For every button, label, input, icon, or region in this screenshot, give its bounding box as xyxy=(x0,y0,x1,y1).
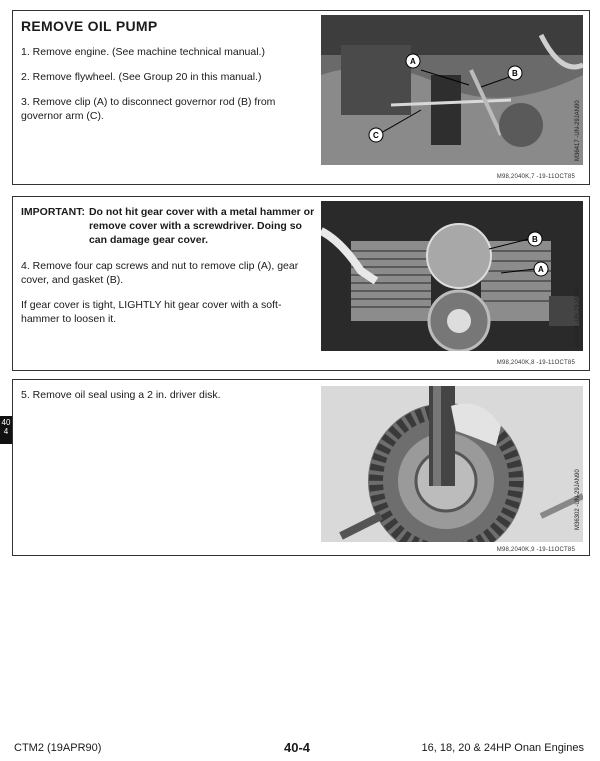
section-tab-number: 40 xyxy=(1,418,11,427)
step-panel-remove-oil-pump xyxy=(12,10,590,185)
footer-doc-code: CTM2 (19APR90) xyxy=(14,742,102,754)
section-tab-page: 4 xyxy=(3,427,9,436)
callout-a: A xyxy=(410,57,416,66)
step-2: 2. Remove flywheel. (See Group 20 in this manual.) xyxy=(21,71,262,83)
step-panel-gear-cover xyxy=(12,196,590,371)
callout-c: C xyxy=(373,131,379,140)
footer-manual-title: 16, 18, 20 & 24HP Onan Engines xyxy=(421,742,584,754)
image-code: M36418 -UN-29JAN90 xyxy=(575,286,581,347)
panel-text xyxy=(21,19,316,134)
panel-text xyxy=(21,388,316,413)
image-code: M36417 -UN-29JAN90 xyxy=(575,100,581,161)
step-1: 1. Remove engine. (See machine technical manual.) xyxy=(21,46,265,58)
governor-linkage-photo xyxy=(321,15,583,165)
important-text: Do not hit gear cover with a metal hammer or remove cover with a screwdriver. Doing so can damage gear cover. xyxy=(88,206,315,246)
figure-caption: M98,2040K,8 -19-11OCT85 xyxy=(496,360,575,366)
figure-caption: M98,2040K,7 -19-11OCT85 xyxy=(496,174,575,180)
important-label: IMPORTANT: xyxy=(21,206,85,218)
callout-a: A xyxy=(538,265,544,274)
section-title: REMOVE OIL PUMP xyxy=(21,18,158,34)
callout-b: B xyxy=(512,69,518,78)
step-3: 3. Remove clip (A) to disconnect governor rod (B) from governor arm (C). xyxy=(21,96,276,122)
step-5: 5. Remove oil seal using a 2 in. driver disk. xyxy=(21,389,221,401)
step-panel-oil-seal xyxy=(12,379,590,556)
gear-cover-photo xyxy=(321,201,583,351)
oil-seal-photo xyxy=(321,386,583,542)
step-4: 4. Remove four cap screws and nut to remove clip (A), gear cover, and gasket (B). xyxy=(21,260,299,286)
callout-b: B xyxy=(532,235,538,244)
figure-caption: M98,2040K,9 -19-11OCT85 xyxy=(496,547,575,553)
important-notice xyxy=(21,205,316,247)
section-tab xyxy=(0,416,12,444)
panel-text xyxy=(21,205,316,337)
footer-page-number: 40-4 xyxy=(284,740,311,755)
image-code: M36302 -UN-29JAN90 xyxy=(575,469,581,530)
step-4-note: If gear cover is tight, LIGHTLY hit gear cover with a soft-hammer to loosen it. xyxy=(21,299,282,325)
